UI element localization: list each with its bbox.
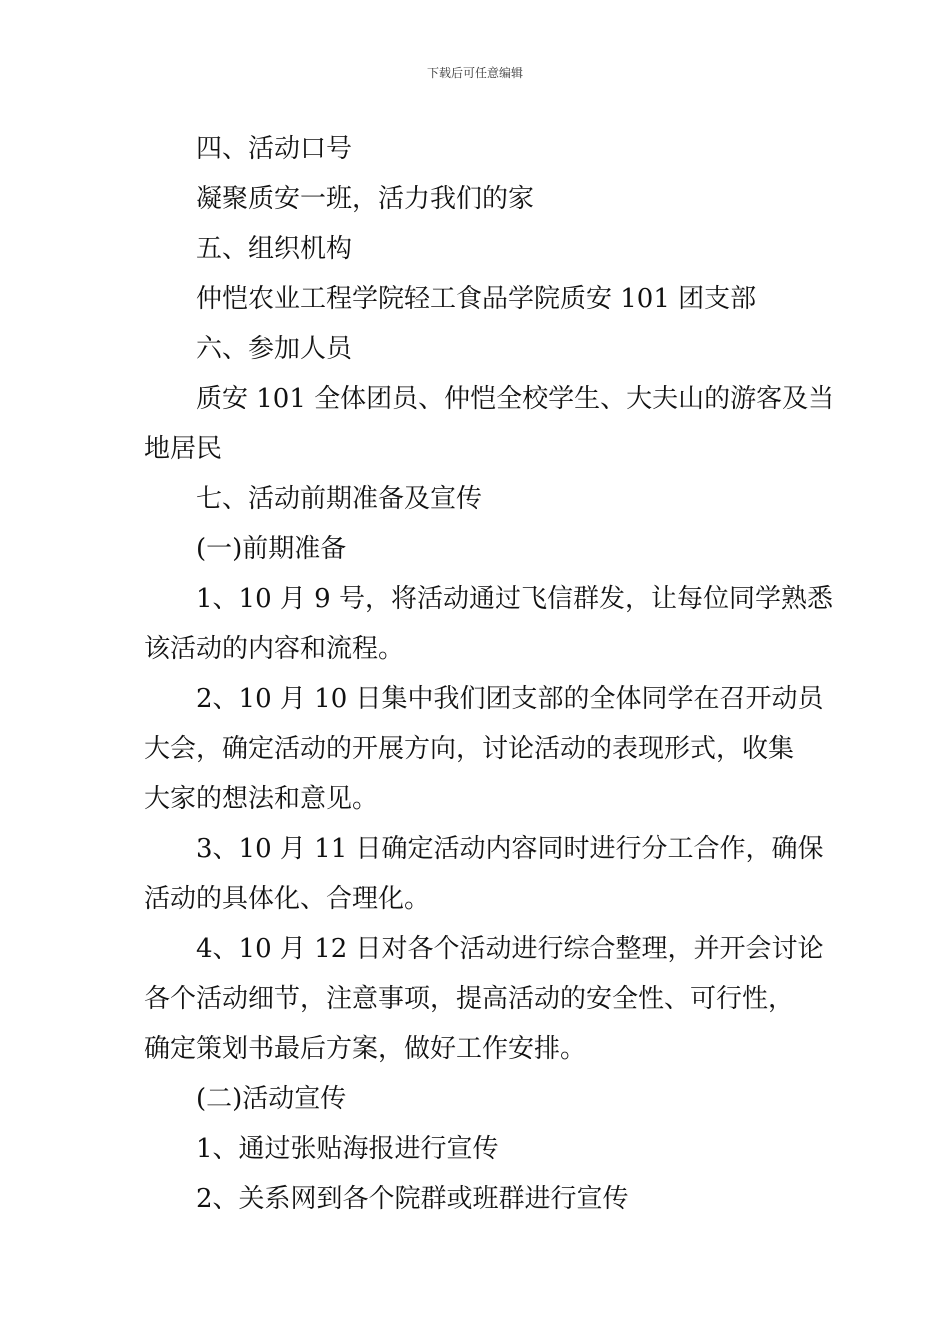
subsection-heading: (二)活动宣传 <box>196 1084 347 1114</box>
paragraph-line: 3、10 月 11 日确定活动内容同时进行分工合作，确保 <box>196 834 824 864</box>
section-heading: 四、活动口号 <box>196 134 353 164</box>
paragraph-line: 该活动的内容和流程。 <box>144 634 405 664</box>
paragraph-line: 地居民 <box>144 434 223 464</box>
paragraph-line: 2、10 月 10 日集中我们团支部的全体同学在召开动员 <box>196 684 824 714</box>
document-body <box>144 124 835 1224</box>
paragraph-line: 活动的具体化、合理化。 <box>144 884 431 914</box>
paragraph-line: 仲恺农业工程学院轻工食品学院质安 101 团支部 <box>196 284 757 314</box>
subsection-heading: (一)前期准备 <box>196 534 347 564</box>
paragraph-line: 1、10 月 9 号，将活动通过飞信群发，让每位同学熟悉 <box>196 584 833 614</box>
paragraph-line: 大会，确定活动的开展方向，讨论活动的表现形式，收集 <box>144 734 795 764</box>
page-header: 下载后可任意编辑 <box>426 66 523 80</box>
section-heading: 六、参加人员 <box>196 334 353 364</box>
section-heading: 五、组织机构 <box>196 234 353 264</box>
paragraph-line: 大家的想法和意见。 <box>144 784 379 814</box>
paragraph-line: 2、关系网到各个院群或班群进行宣传 <box>196 1184 629 1214</box>
paragraph-line: 确定策划书最后方案，做好工作安排。 <box>144 1034 587 1064</box>
paragraph-line: 质安 101 全体团员、仲恺全校学生、大夫山的游客及当 <box>196 384 835 414</box>
paragraph-line: 各个活动细节，注意事项，提高活动的安全性、可行性， <box>144 984 795 1014</box>
section-heading: 七、活动前期准备及宣传 <box>196 484 483 514</box>
paragraph-line: 4、10 月 12 日对各个活动进行综合整理，并开会讨论 <box>196 934 824 964</box>
paragraph-line: 1、通过张贴海报进行宣传 <box>196 1134 499 1164</box>
paragraph-line: 凝聚质安一班，活力我们的家 <box>196 184 535 214</box>
